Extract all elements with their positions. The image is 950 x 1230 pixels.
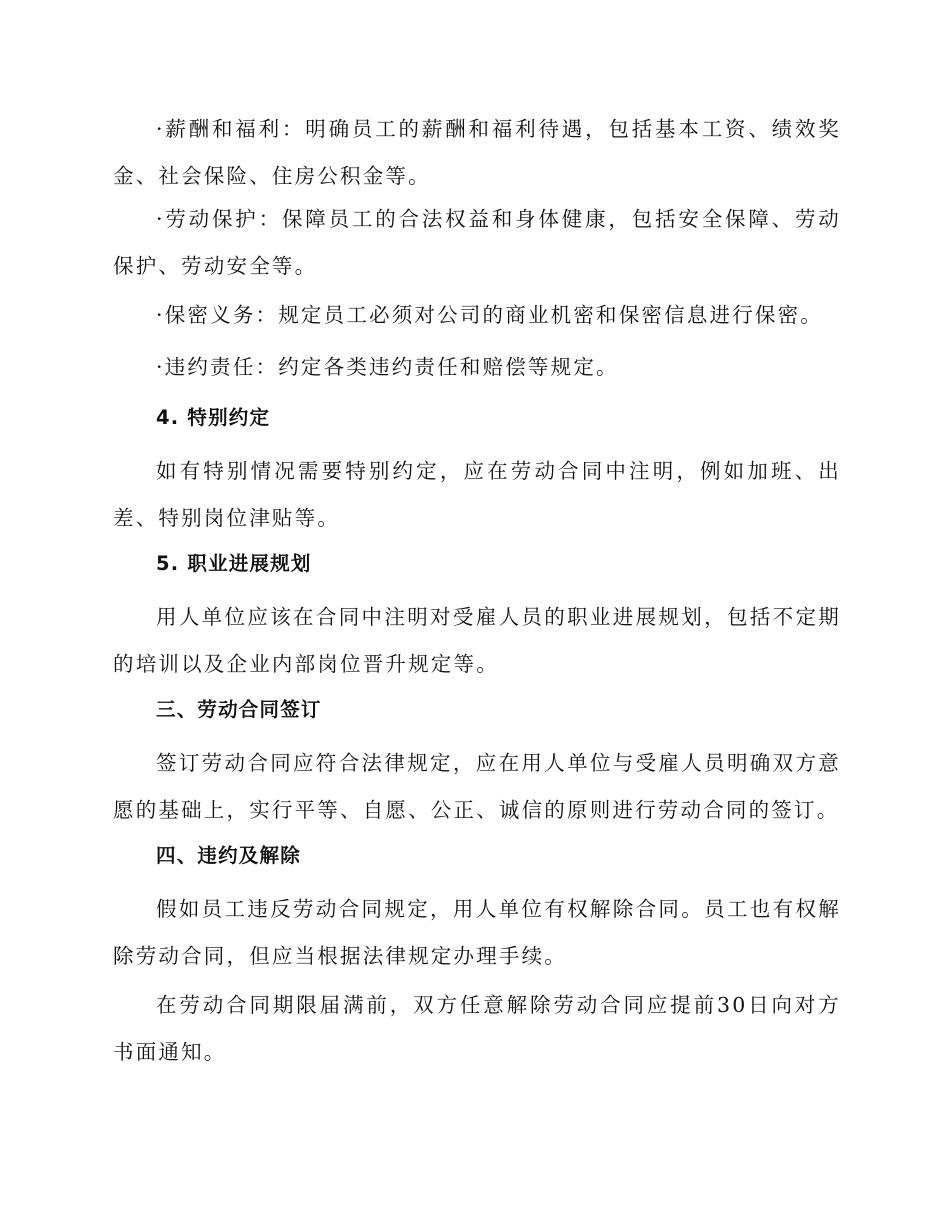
heading-breach-termination: 四、违约及解除: [156, 844, 301, 867]
paragraph-advance-notice: 在劳动合同期限届满前，双方任意解除劳动合同应提前30日向对方书面通知。: [113, 993, 841, 1064]
heading-special-terms: 4. 特别约定: [156, 406, 271, 429]
paragraph-breach-termination: 假如员工违反劳动合同规定，用人单位有权解除合同。员工也有权解除劳动合同，但应当根据法律规定办理手续。: [113, 897, 841, 968]
paragraph-special-terms: 如有特别情况需要特别约定，应在劳动合同中注明，例如加班、出差、特别岗位津贴等。: [113, 459, 841, 530]
paragraph-contract-signing: 签订劳动合同应符合法律规定，应在用人单位与受雇人员明确双方意愿的基础上，实行平等、自愿、公正、诚信的原则进行劳动合同的签订。: [113, 751, 841, 822]
bullet-labor-protection: ·劳动保护：保障员工的合法权益和身体健康，包括安全保障、劳动保护、劳动安全等。: [113, 207, 841, 278]
bullet-breach-liability: ·违约责任：约定各类违约责任和赔偿等规定。: [156, 355, 619, 379]
bullet-confidentiality: ·保密义务：规定员工必须对公司的商业机密和保密信息进行保密。: [156, 303, 824, 327]
bullet-salary-benefits: ·薪酬和福利：明确员工的薪酬和福利待遇，包括基本工资、绩效奖金、社会保险、住房公积金等。: [113, 117, 841, 188]
heading-contract-signing: 三、劳动合同签订: [156, 698, 322, 721]
heading-career-planning: 5. 职业进展规划: [156, 552, 312, 575]
paragraph-career-planning: 用人单位应该在合同中注明对受雇人员的职业进展规划，包括不定期的培训以及企业内部岗位晋升规定等。: [113, 605, 841, 676]
